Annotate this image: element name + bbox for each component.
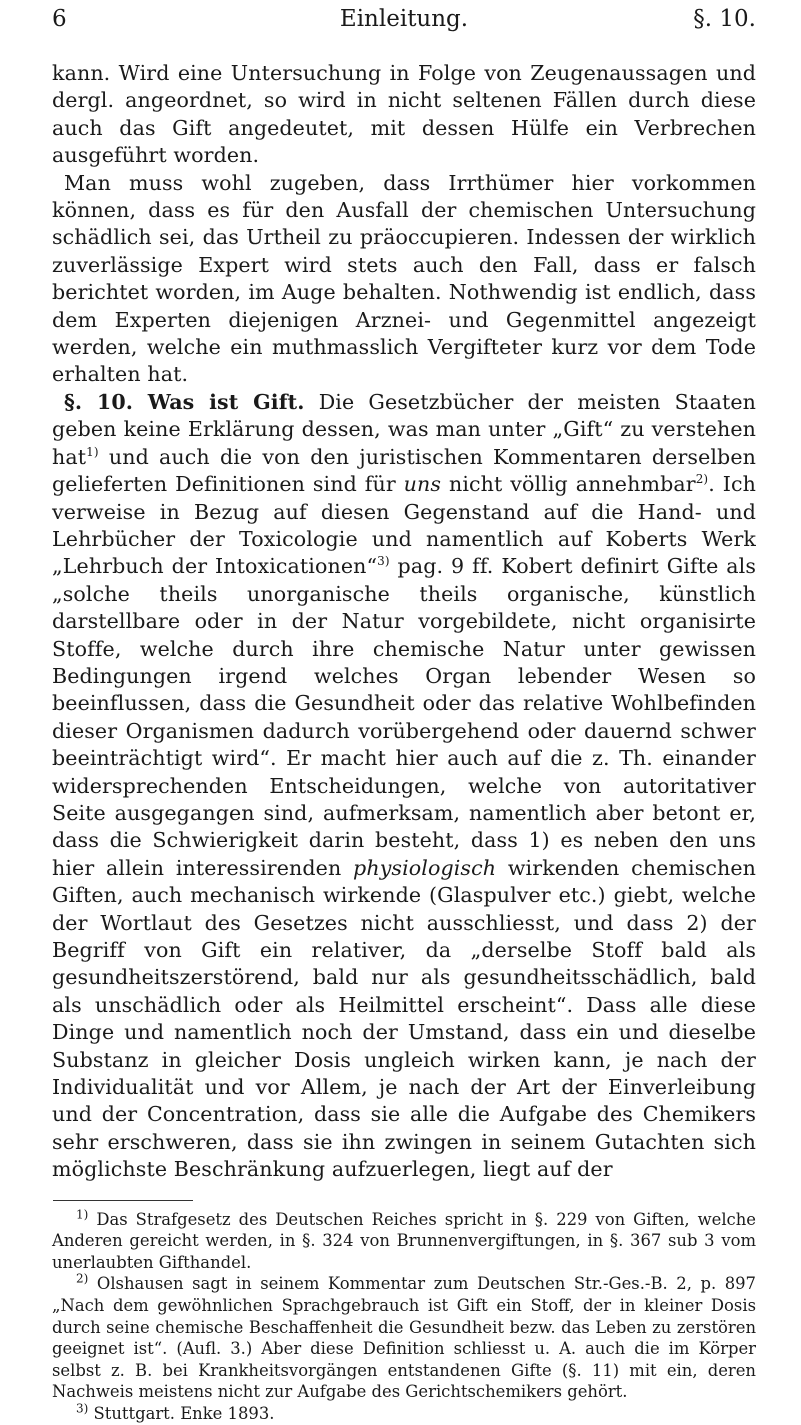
paragraph-continuation: kann. Wird eine Untersuchung in Folge von Zeugenaussagen und dergl. angeordnet, so wird in nicht seltenen Fällen durch diese auch das Gift angedeutet, mit dessen Hülfe ein Verbrechen ausgeführt worden.	[52, 61, 756, 168]
section-heading: §. 10. Was ist Gift.	[64, 389, 305, 414]
footnote-1	[52, 1209, 756, 1274]
footnote-mark: 2)	[76, 1271, 89, 1286]
text-run: . Ich verweise in Bezug auf diesen Gegenstand auf die Hand- und Lehrbücher der Toxicologie und namentlich auf Koberts Werk „Lehrbuch der Intoxicationen“	[52, 472, 756, 579]
running-header	[52, 0, 756, 52]
main-text	[52, 60, 756, 1184]
text-run: pag. 9 ff. Kobert definirt Gifte als „solche theils unorganische theils organische, künstlich darstellbare oder in der Natur vorgebildete, nicht organisirte Stoffe, welche durch ihre chemische Natur unter gewissen Bedingungen irgend welches Organ lebender Wesen so beeinflussen, dass die Gesundheit oder das relative Wohlbefinden dieser Organismen dadurch vorübergehend oder dauernd schwer beeinträchtigt wird“. Er macht hier auch auf die z. Th. einander widersprechenden Entscheidungen, welche von autoritativer Seite ausgegangen sind, aufmerksam, namentlich aber betont er, dass die Schwierigkeit darin besteht, dass 1) es neben den uns hier allein interessirenden	[52, 554, 756, 880]
footnotes	[52, 1209, 756, 1425]
footnote-2	[52, 1273, 756, 1403]
text-run: wirkenden chemischen Giften, auch mechanisch wirkende (Glaspulver etc.) giebt, welche der Wortlaut des Gesetzes nicht ausschliesst, und dass 2) der Begriff von Gift ein relativer, da „derselbe Stoff bald als gesundheitszerstörend, bald nur als gesundheitsschädlich, bald als unschädlich oder als Heilmittel erscheint“. Dass alle diese Dinge und namentlich noch der Umstand, dass ein und dieselbe Substanz in gleicher Dosis ungleich wirken kann, je nach der Individualität und vor Allem, je nach der Art der Einverleibung und der Concentration, dass sie alle die Aufgabe des Chemikers sehr erschweren, dass sie ihn zwingen in seinem Gutachten sich möglichste Beschränkung aufzuerlegen, liegt auf der	[52, 855, 756, 1182]
footnote-ref-2[interactable]: 2)	[695, 472, 709, 487]
footnote-ref-3[interactable]: 3)	[377, 554, 390, 569]
emphasis-uns: uns	[403, 472, 442, 497]
page-number: 6	[52, 6, 67, 32]
text-run: Die Gesetzbücher der meisten Staaten geben keine Erklärung dessen, was man unter „Gift“ zu verstehen hat	[52, 389, 756, 469]
paragraph-section-10	[52, 389, 756, 1184]
footnote-text: Stuttgart. Enke 1893.	[88, 1404, 275, 1423]
text-run: nicht völlig annehmbar	[441, 472, 696, 497]
footnote-text: Das Strafgesetz des Deutschen Reiches spricht in §. 229 von Giften, welche Anderen gereicht werden, in §. 324 von Brunnenvergiftungen, in §. 367 sub 3 vom unerlaubten Gifthandel.	[52, 1209, 756, 1272]
section-marker: §. 10.	[693, 6, 756, 32]
footnote-mark: 3)	[76, 1401, 89, 1416]
footnote-3	[52, 1403, 756, 1425]
running-title: Einleitung.	[339, 6, 469, 32]
text-run: und auch die von den juristischen Kommentaren derselben gelieferten Definitionen sind für	[52, 444, 756, 497]
paragraph-irrthuemer: Man muss wohl zugeben, dass Irrthümer hier vorkommen können, dass es für den Ausfall der chemischen Untersuchung schädlich sei, das Urtheil zu präoccupieren. Indessen der wirklich zuverlässige Expert wird stets auch den Fall, dass er falsch berichtet worden, im Auge behalten. Nothwendig ist endlich, dass dem Experten diejenigen Arznei- und Gegenmittel angezeigt werden, welche ein muthmasslich Vergifteter kurz vor dem Tode erhalten hat.	[52, 170, 756, 387]
footnote-divider	[53, 1200, 193, 1201]
emphasis-physiologisch: physiologisch	[353, 855, 497, 880]
footnote-text: Olshausen sagt in seinem Kommentar zum Deutschen Str.-Ges.-B. 2, p. 897 „Nach dem gewöhnlichen Sprachgebrauch ist Gift ein Stoff, der in kleiner Dosis durch seine chemische Beschaffenheit die Gesundheit bezw. das Leben zu zerstören geeignet ist“. (Aufl. 3.) Aber diese Definition schliesst u. A. auch die im Körper selbst z. B. bei Krankheitsvorgängen entstandenen Gifte (§. 11) mit ein, deren Nachweis meistens nicht zur Aufgabe des Gerichtschemikers gehört.	[52, 1274, 756, 1402]
footnote-ref-1[interactable]: 1)	[86, 444, 99, 459]
footnote-mark: 1)	[76, 1207, 89, 1222]
